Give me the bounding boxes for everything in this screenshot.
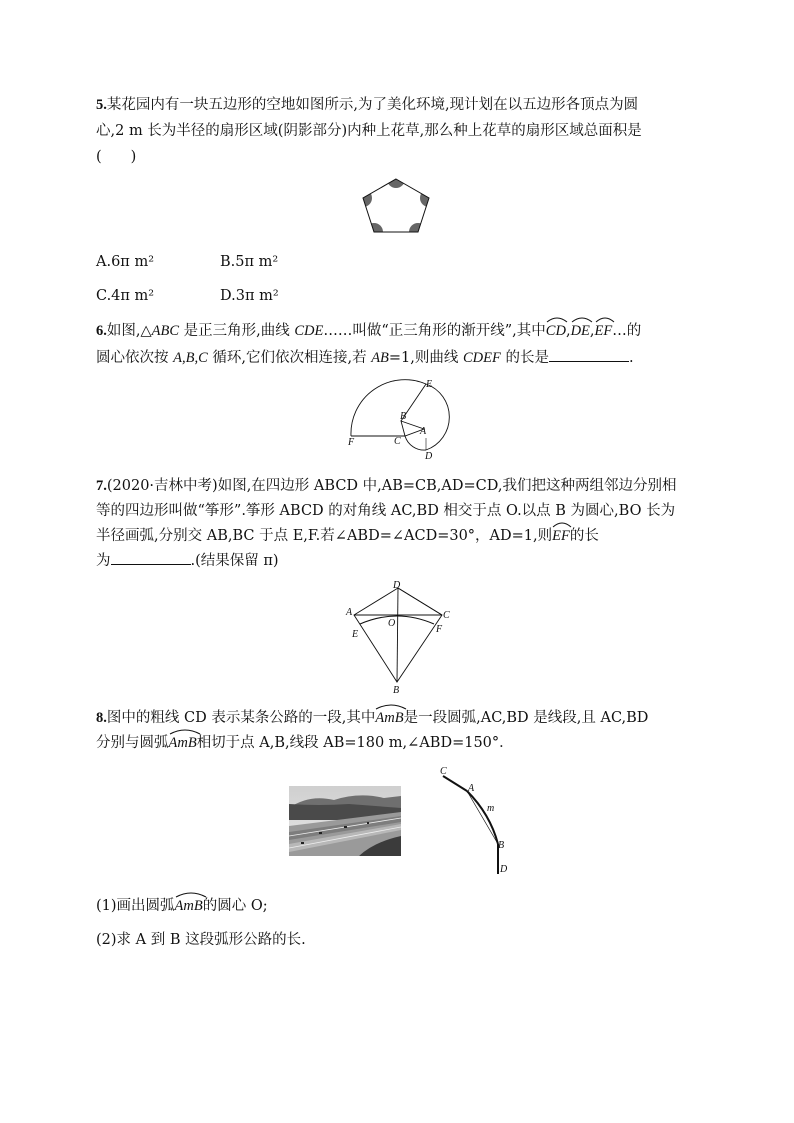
arc-amb-2: AmB: [169, 733, 197, 753]
q5-line2: [96, 121, 642, 141]
q7-label-d: D: [393, 580, 401, 591]
q7-kite-figure: [340, 580, 452, 696]
q6-line2: 圆心依次按 A,B,C 循环,它们依次相连接,若 AB=1,则曲线 CDEF 的长是 .: [96, 347, 634, 368]
arc-cd: CD: [546, 321, 566, 341]
q6-label-b: B: [400, 411, 407, 422]
q7-line3: 半径画弧,分别交 AB,BC 于点 E,F.若∠ABD=∠ACD=30°，AD=1,则 EF的长: [96, 526, 599, 546]
arc-ef: EF: [595, 321, 613, 341]
q5-option-a: A.6π m²: [96, 254, 155, 270]
q6-involute-figure: [340, 378, 450, 460]
q5-text-2: 心,2 m 长为半径的扇形区域(阴影部分)内种上花草,那么种上花草的扇形区域总面积是: [96, 123, 642, 139]
q6-label-a: A: [420, 426, 427, 437]
q8-line1: 8.图中的粗线 CD 表示某条公路的一段,其中 AmB是一段圆弧,AC,BD 是线段,且 AC,BD: [96, 708, 648, 728]
q5-option-d: D.3π m²: [220, 288, 279, 304]
q5-answer-paren: ( ): [96, 149, 137, 165]
q8-label-m: m: [487, 803, 495, 814]
q8-number: 8.: [96, 710, 107, 726]
q7-line2: 等的四边形叫做“筝形”.筝形 ABCD 的对角线 AC,BD 相交于点 O.以点 B 为圆心,BO 长为: [96, 503, 676, 519]
q6-answer-blank: [549, 347, 629, 362]
q5-pentagon-figure: [360, 176, 432, 234]
q7-label-a: A: [346, 607, 353, 618]
q6-label-c: C: [394, 436, 401, 447]
q7-label-o: O: [388, 618, 396, 629]
q8-sub2: (2)求 A 到 B 这段弧形公路的长.: [96, 932, 306, 948]
arc-amb: AmB: [375, 708, 403, 728]
q6-label-e: E: [426, 379, 433, 390]
arc-amb-3: AmB: [175, 896, 203, 916]
q6-label-f: F: [348, 437, 355, 448]
q5-line1: [96, 95, 638, 115]
q5-text-1: 某花园内有一块五边形的空地如图所示,为了美化环境,现计划在以五边形各顶点为圆: [106, 97, 639, 113]
q7-label-e: E: [352, 629, 359, 640]
q7-number: 7.: [96, 478, 107, 494]
q7-line4: 为 .(结果保留 π): [96, 550, 279, 571]
q8-road-figure: [432, 764, 516, 882]
q6-label-d: D: [425, 451, 433, 460]
q7-line1: 7.(2020·吉林中考)如图,在四边形 ABCD 中,AB=CB,AD=CD,我们把这种两组邻边分别相: [96, 478, 677, 494]
highway-photo: [289, 786, 401, 856]
q8-line2: 分别与圆弧 AmB相切于点 A,B,线段 AB=180 m,∠ABD=150°．: [96, 733, 514, 753]
q7-label-f: F: [436, 624, 443, 635]
q6-line1: 6.如图,△ABC 是正三角形,曲线 CDE……叫做“正三角形的渐开线”,其中 CD, DE, EF…的: [96, 321, 641, 341]
q8-sub1: (1)画出圆弧 AmB的圆心 O;: [96, 896, 268, 916]
q8-label-b: B: [498, 840, 505, 851]
q8-label-c: C: [440, 766, 447, 777]
q5-option-c: C.4π m²: [96, 288, 155, 304]
q8-label-d: D: [500, 864, 508, 875]
arc-de: DE: [571, 321, 590, 341]
q8-label-a: A: [468, 783, 475, 794]
arc-ef-q7: EF: [552, 526, 570, 546]
q6-number: 6.: [96, 323, 107, 339]
q5-option-b: B.5π m²: [220, 254, 279, 270]
q7-label-b: B: [393, 685, 400, 696]
q7-answer-blank: [111, 550, 191, 565]
q7-label-c: C: [443, 610, 450, 621]
q5-number: 5.: [96, 97, 107, 113]
